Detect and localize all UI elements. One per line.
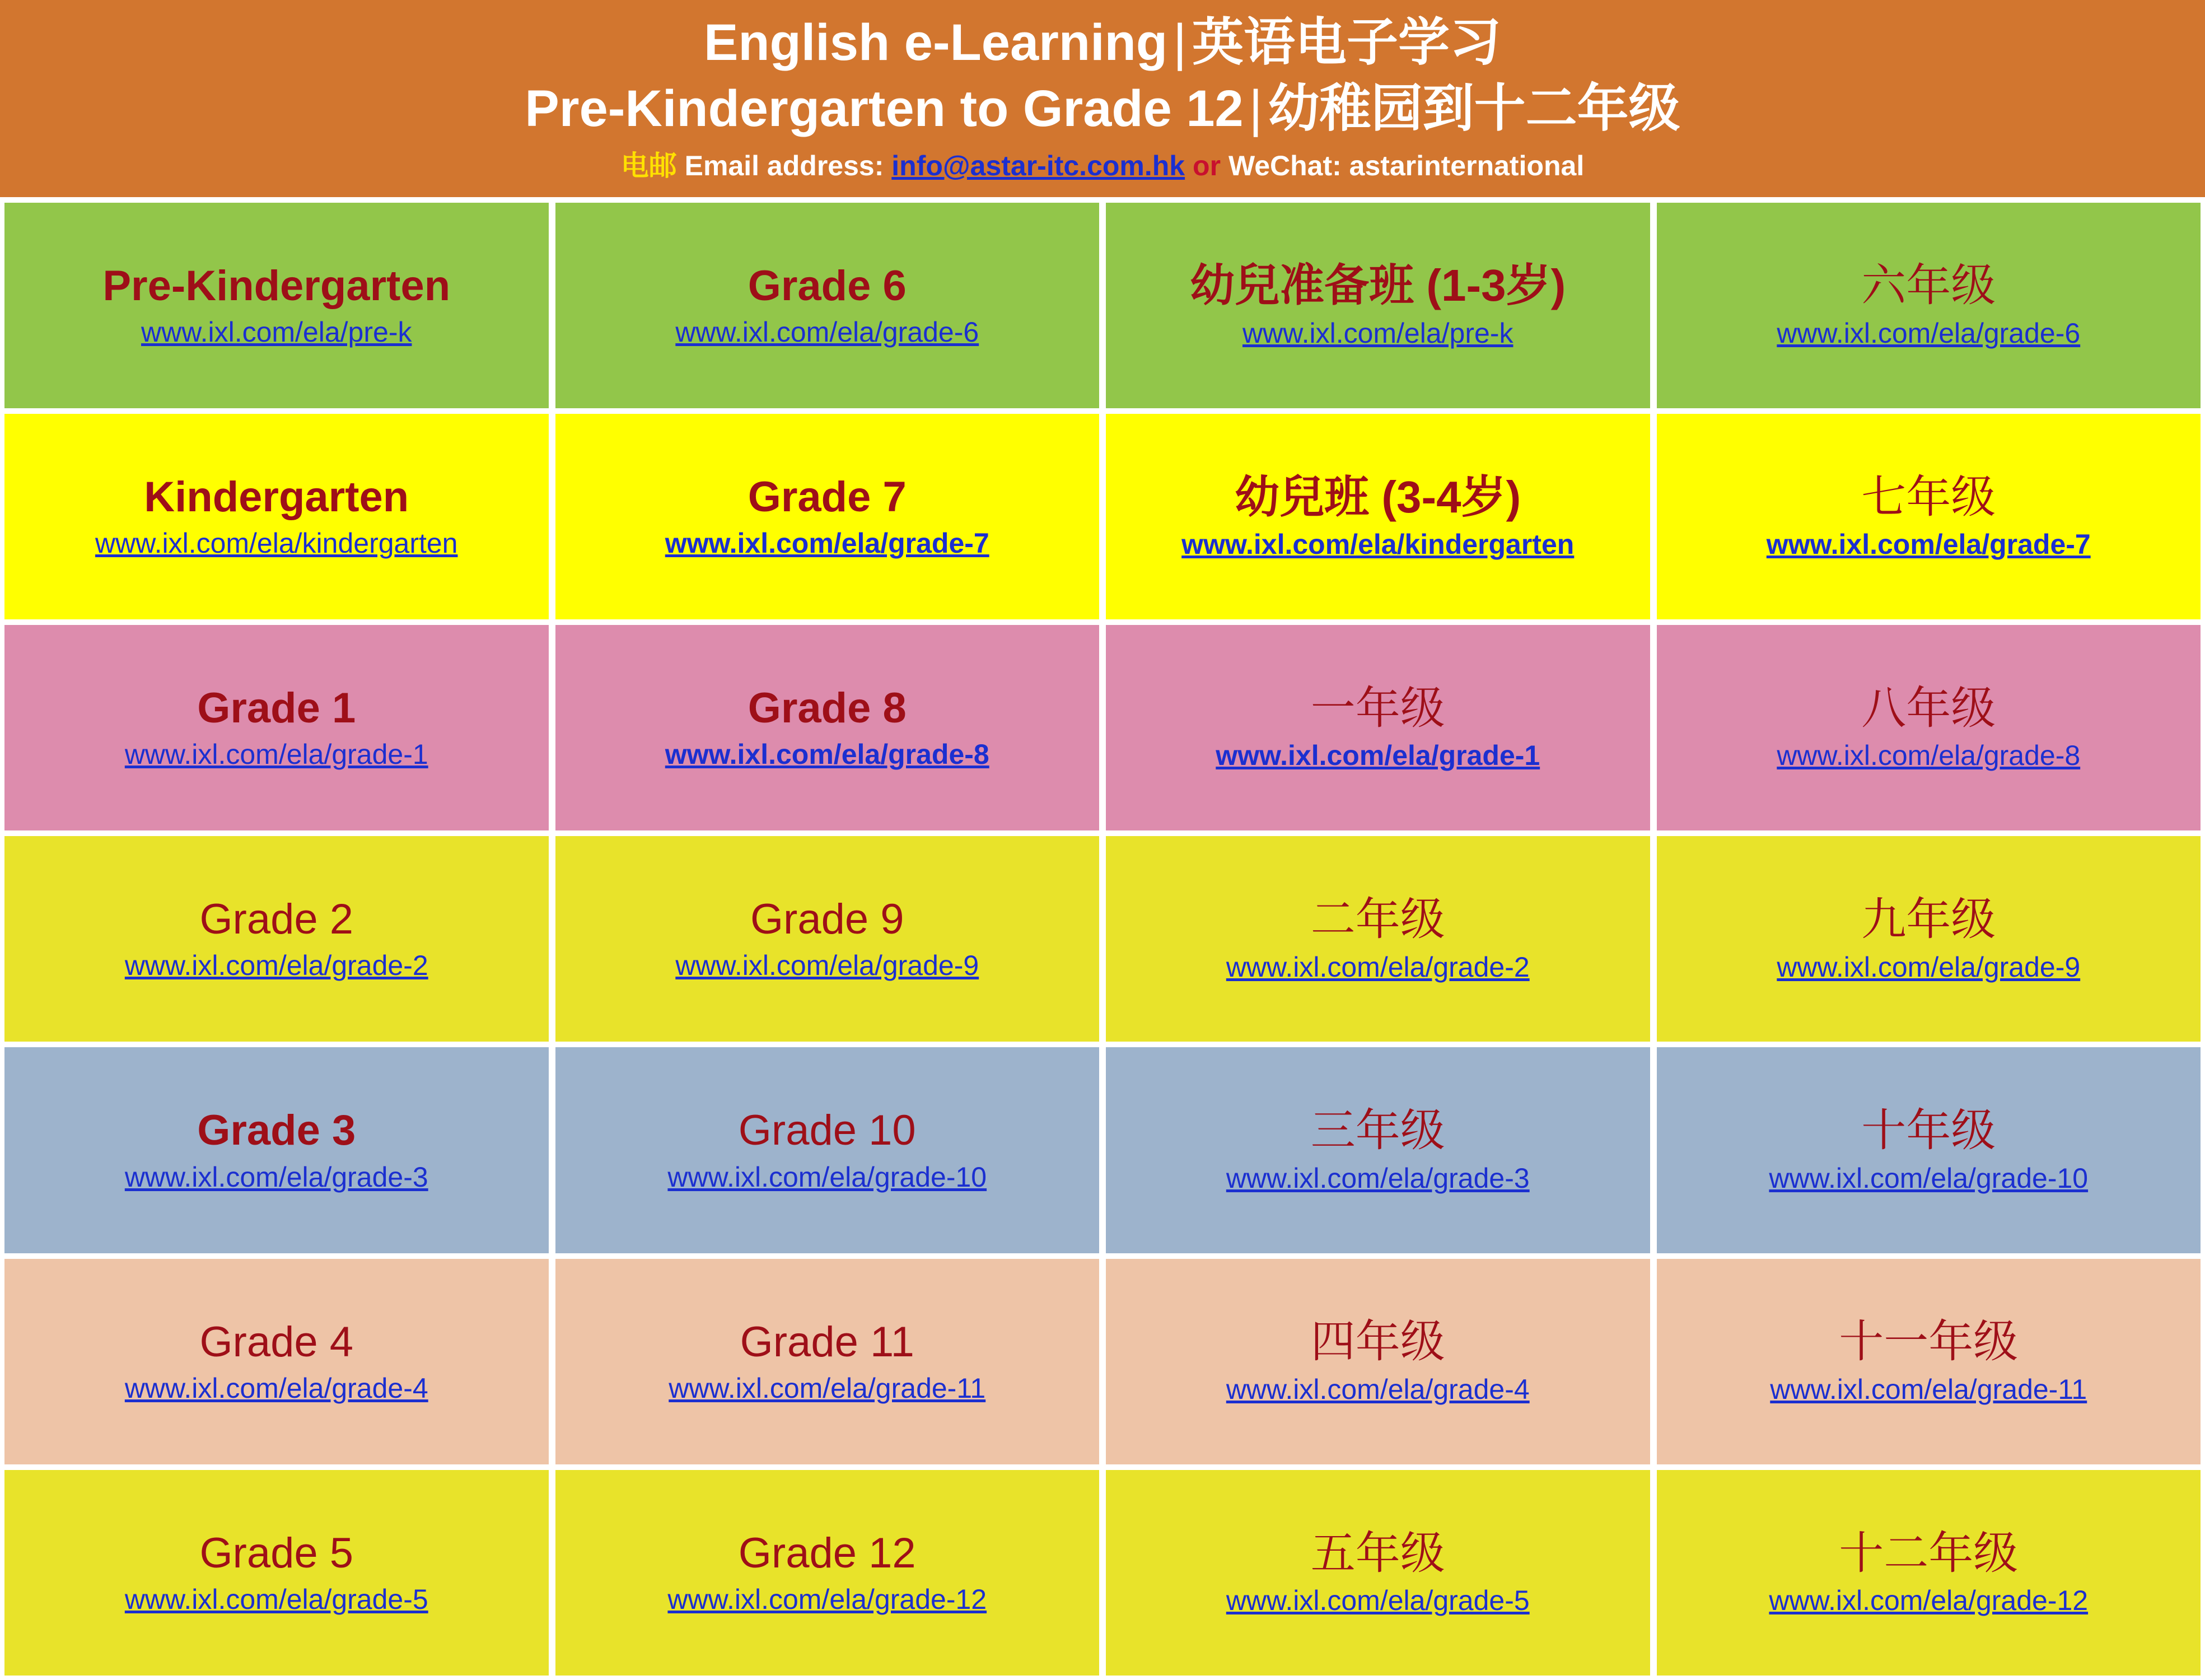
grade-cell-link[interactable]: www.ixl.com/ela/grade-9 (675, 950, 979, 982)
grade-cell-title: Kindergarten (144, 473, 409, 521)
grade-cell-link[interactable]: www.ixl.com/ela/grade-4 (124, 1372, 428, 1404)
grade-cell-title: 十二年级 (1839, 1528, 2019, 1578)
grade-cell-title: 四年级 (1310, 1317, 1445, 1367)
header-contact-line (0, 149, 2205, 183)
grade-cell[interactable] (555, 414, 1100, 619)
grade-cell-title: Pre-Kindergarten (102, 262, 451, 310)
grade-cell[interactable] (4, 625, 549, 830)
grade-cell-link[interactable]: www.ixl.com/ela/grade-12 (1769, 1585, 2089, 1617)
grade-cell[interactable] (4, 1047, 549, 1253)
grade-cell-link[interactable]: www.ixl.com/ela/pre-k (1242, 317, 1513, 349)
contact-label-en: Email address: (684, 150, 884, 181)
grade-cell-link[interactable]: www.ixl.com/ela/grade-2 (1226, 951, 1530, 983)
grade-cell[interactable] (1657, 1047, 2201, 1253)
grade-cell-title: 三年级 (1310, 1105, 1445, 1156)
grade-cell-title: 二年级 (1310, 894, 1445, 944)
grade-cell-title: Grade 7 (748, 473, 907, 521)
header-title-en-1: English e-Learning (703, 14, 1168, 71)
grade-cell-title: Grade 6 (748, 262, 907, 310)
header-title-cn-2: 幼稚园到十二年级 (1268, 80, 1680, 137)
grade-cell[interactable] (1657, 625, 2201, 830)
grade-cell-link[interactable]: www.ixl.com/ela/grade-8 (1777, 740, 2081, 772)
grade-cell-title: 幼兒准备班 (1-3岁) (1190, 260, 1566, 311)
grade-cell[interactable] (1657, 414, 2201, 619)
grade-cell-title: 幼兒班 (3-4岁) (1235, 472, 1521, 522)
grade-cell[interactable] (1106, 1470, 1650, 1676)
grade-cell[interactable] (1106, 625, 1650, 830)
grade-cell[interactable] (1106, 1047, 1650, 1253)
header-title-en-2: Pre-Kindergarten to Grade 12 (525, 80, 1244, 137)
grade-cell[interactable] (1657, 1470, 2201, 1676)
grade-cell-link[interactable]: www.ixl.com/ela/grade-9 (1777, 951, 2081, 983)
grade-cell-title: Grade 11 (740, 1318, 914, 1366)
grade-cell-link[interactable]: www.ixl.com/ela/grade-11 (1770, 1373, 2087, 1405)
grade-cell-link[interactable]: www.ixl.com/ela/grade-6 (675, 316, 979, 348)
contact-email-link[interactable]: info@astar-itc.com.hk (891, 150, 1185, 181)
grade-cell-link[interactable]: www.ixl.com/ela/grade-10 (667, 1161, 987, 1193)
grade-cell-title: Grade 2 (199, 895, 354, 944)
grade-cell-link[interactable]: www.ixl.com/ela/grade-4 (1226, 1373, 1530, 1405)
grade-cell-title: 六年级 (1861, 260, 1996, 311)
grade-cell-title: 八年级 (1861, 683, 1996, 733)
grade-cell-title: Grade 8 (748, 684, 907, 732)
grade-cell-link[interactable]: www.ixl.com/ela/kindergarten (95, 527, 458, 559)
contact-wechat-text: WeChat: astarinternational (1228, 150, 1585, 181)
grade-cell[interactable] (4, 414, 549, 619)
grade-cell-title: Grade 9 (750, 895, 904, 944)
grade-cell-title: 五年级 (1310, 1528, 1445, 1578)
grade-cell-link[interactable]: www.ixl.com/ela/grade-1 (1216, 740, 1540, 772)
grade-cell-link[interactable]: www.ixl.com/ela/kindergarten (1181, 529, 1575, 561)
grade-cell-title: Grade 1 (197, 684, 356, 732)
grade-cell-link[interactable]: www.ixl.com/ela/grade-3 (124, 1161, 428, 1193)
grade-cell[interactable] (1106, 1259, 1650, 1464)
grade-cell-link[interactable]: www.ixl.com/ela/grade-10 (1769, 1162, 2089, 1194)
grade-cell-title: Grade 5 (199, 1529, 354, 1577)
grade-cell[interactable] (4, 1470, 549, 1676)
grade-cell-title: Grade 4 (199, 1318, 354, 1366)
contact-or-text: or (1193, 150, 1221, 181)
grade-cell[interactable] (555, 1470, 1100, 1676)
grade-cell-link[interactable]: www.ixl.com/ela/grade-7 (1766, 529, 2091, 561)
grade-cell[interactable] (1106, 203, 1650, 408)
grade-cell-title: 十年级 (1861, 1105, 1996, 1156)
grade-cell-title: 十一年级 (1839, 1317, 2019, 1367)
grade-cell[interactable] (555, 1047, 1100, 1253)
header-title-line-2 (0, 76, 2205, 142)
grade-cell-link[interactable]: www.ixl.com/ela/grade-8 (665, 739, 989, 771)
grade-cell-title: 七年级 (1861, 472, 1996, 522)
grade-cell-link[interactable]: www.ixl.com/ela/grade-1 (124, 739, 428, 771)
grade-cell-link[interactable]: www.ixl.com/ela/grade-5 (124, 1583, 428, 1615)
grade-cell-link[interactable]: www.ixl.com/ela/grade-7 (665, 527, 989, 559)
grade-cell-link[interactable]: www.ixl.com/ela/grade-2 (124, 950, 428, 982)
header-title-cn-1: 英语电子学习 (1192, 14, 1501, 71)
contact-label-cn: 电邮 (620, 150, 677, 181)
poster-header (0, 0, 2205, 197)
header-title-separator-2: | (1249, 80, 1263, 137)
grade-cell-title: Grade 3 (197, 1107, 356, 1155)
header-title-separator-1: | (1173, 14, 1186, 71)
grade-cell-link[interactable]: www.ixl.com/ela/grade-11 (669, 1372, 986, 1404)
grade-cell[interactable] (1657, 836, 2201, 1042)
grade-cell-link[interactable]: www.ixl.com/ela/pre-k (141, 316, 412, 348)
grade-cell-title: Grade 12 (738, 1529, 916, 1577)
grade-cell-link[interactable]: www.ixl.com/ela/grade-6 (1777, 317, 2081, 349)
grade-cell-link[interactable]: www.ixl.com/ela/grade-5 (1226, 1585, 1530, 1617)
grade-cell[interactable] (555, 836, 1100, 1042)
grade-cell-link[interactable]: www.ixl.com/ela/grade-12 (667, 1583, 987, 1615)
grade-cell[interactable] (555, 625, 1100, 830)
grade-cell[interactable] (1106, 836, 1650, 1042)
grade-cell-link[interactable]: www.ixl.com/ela/grade-3 (1226, 1162, 1530, 1194)
grade-cell[interactable] (1106, 414, 1650, 619)
grade-cell[interactable] (4, 1259, 549, 1464)
grade-cell[interactable] (555, 203, 1100, 408)
grade-cell[interactable] (1657, 1259, 2201, 1464)
header-title-line-1 (0, 10, 2205, 76)
grade-cell-title: 一年级 (1310, 683, 1445, 733)
grade-cell[interactable] (1657, 203, 2201, 408)
grade-cell[interactable] (4, 836, 549, 1042)
grade-links-grid (0, 197, 2205, 1680)
grade-cell-title: 九年级 (1861, 894, 1996, 944)
grade-cell[interactable] (4, 203, 549, 408)
grade-cell[interactable] (555, 1259, 1100, 1464)
grade-cell-title: Grade 10 (738, 1107, 916, 1155)
